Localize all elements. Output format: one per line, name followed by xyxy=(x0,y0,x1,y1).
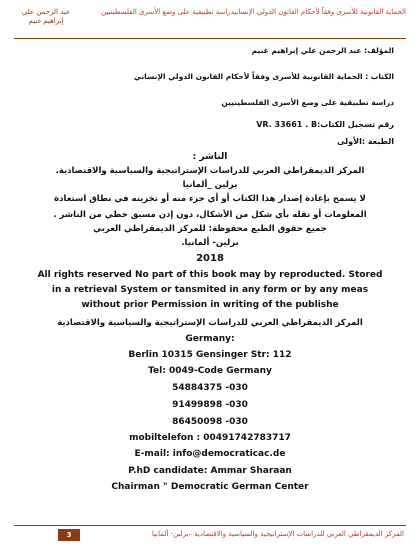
phone-number-3: 86450098 -030 xyxy=(172,417,248,427)
publisher-name: المركز الديمقراطي العربي للدراسات الإستراتيجية والسياسية والاقتصادية. xyxy=(55,166,365,176)
header-author: عبد الرحمن علي إبراهيم غنيم xyxy=(21,8,71,25)
footer-divider xyxy=(14,525,406,526)
registration-line: رقم تسجيل الكتاب:VR. 33661 . B xyxy=(256,120,394,129)
telephone-line: Tel: 0049-Code Germany xyxy=(148,366,272,376)
english-rights-line-1: All rights reserved No part of this book may by reproducted. Stored xyxy=(37,270,383,280)
author-line: المؤلف: عبد الرحمن علي إبراهيم غنيم xyxy=(251,46,394,55)
address-line: Berlin 10315 Gensinger Str: 112 xyxy=(128,350,292,360)
page-number: 3 xyxy=(58,529,80,541)
english-rights-line-2: in a retrieval System or tansmited in any form or by any meas xyxy=(51,285,369,295)
phd-candidate-line: P.hD candidate: Ammar Sharaan xyxy=(128,466,292,476)
header-divider xyxy=(14,38,406,39)
book-subtitle-line: دراسة تطبيقية على وضع الأسرى الفلسطينيين xyxy=(221,98,394,107)
edition-line: الطبعة :الأولى xyxy=(337,137,394,146)
phone-number-2: 91499898 -030 xyxy=(172,400,248,410)
book-title-line: الكتاب : الحماية القانونية للأسرى وفقاً لأحكام القانون الدولي الإنساني xyxy=(133,72,394,81)
copyright-notice-line-2: المعلومات أو نقله بأي شكل من الأشكال، دون إذن مسبق خطي من الناشر . xyxy=(53,210,367,220)
chairman-line: Chairman " Democratic German Center xyxy=(111,482,309,492)
header-running-title: الحماية القانونية للأسرى وفقاً لأحكام القانون الدولي الإنسانيدراسة تطبيقية على وضع الأسرى الفلسطينيين xyxy=(101,8,406,16)
email-line: E-mail: info@democraticac.de xyxy=(134,449,286,459)
country-line: Germany: xyxy=(185,334,235,344)
publisher-city: برلين _ألمانيا xyxy=(182,180,238,190)
footer-text: المركز الديمقراطي العربي للدراسات الإستراتيجية والسياسية والاقتصادية –برلين- ألمانيا xyxy=(151,530,404,538)
center-name-arabic: المركز الديمقراطي العربي للدراسات الإستراتيجية والسياسية والاقتصادية xyxy=(57,318,363,328)
mobile-line: mobiltelefon : 00491742783717 xyxy=(129,433,291,443)
copyright-notice-line-1: لا يسمح بإعادة إصدار هذا الكتاب أو أي جزء منه أو تخزينه في نطاق استعادة xyxy=(54,194,366,204)
publisher-label: الناشر : xyxy=(192,152,228,162)
phone-number-1: 54884375 -030 xyxy=(172,383,248,393)
publisher-city-2: برلين- ألمانيا. xyxy=(181,238,239,248)
english-rights-line-3: without prior Permission in writing of the publishe xyxy=(81,300,339,310)
publication-year: 2018 xyxy=(196,253,224,264)
rights-reserved-arabic: جميع حقوق الطبع محفوظة: للمركز الديمقراطي العربي xyxy=(93,224,327,234)
page-header xyxy=(14,8,406,36)
